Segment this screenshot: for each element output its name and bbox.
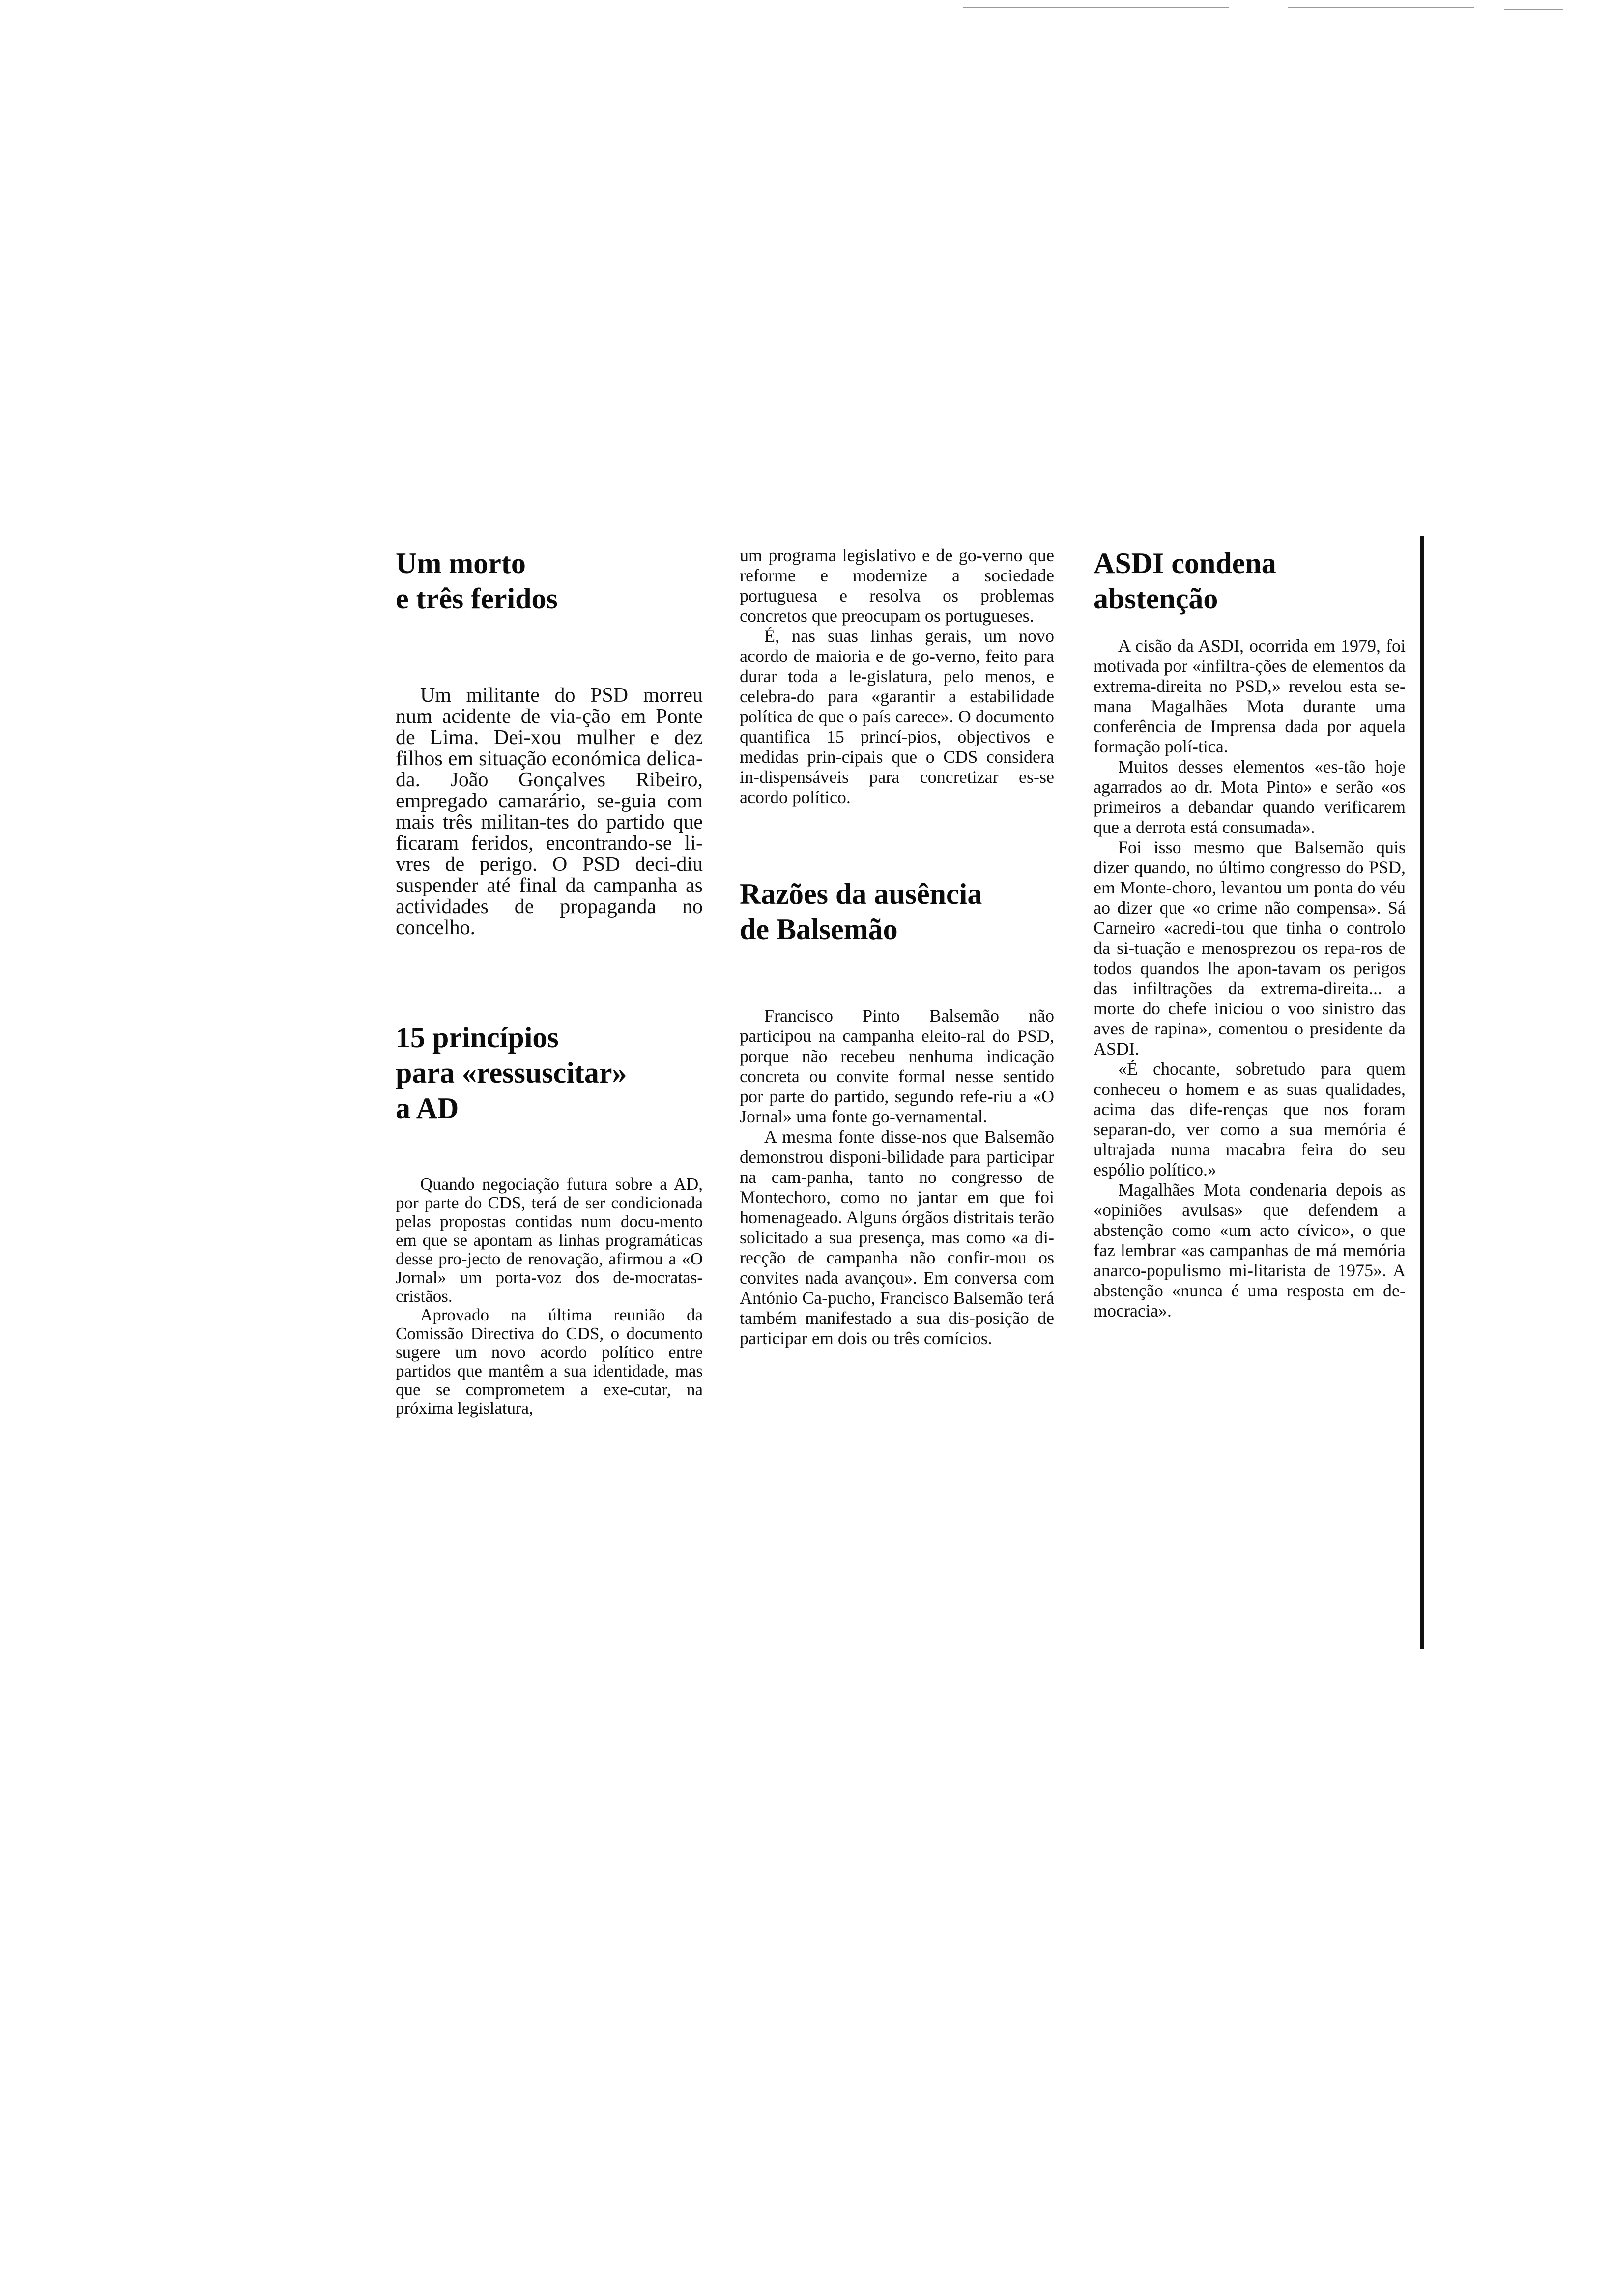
headline-razoes-ausencia: Razões da ausência de Balsemão xyxy=(740,878,982,946)
article-paragraph: «É chocante, sobretudo para quem conheceu o homem e as suas qualidades, acima das dife-renças que nos foram separan-do, ver como a sua memória é ultrajada numa macabra feira do seu espólio político.» xyxy=(1094,1059,1406,1179)
article-um-morto xyxy=(396,545,703,939)
article-paragraph: Um militante do PSD morreu num acidente de via-ção em Ponte de Lima. Dei-xou mulher e dez filhos em situação económica delica-da. João Gonçalves Ribeiro, empregado camarário, se-guia com mais três militan-tes do partido que ficaram feridos, encontrando-se li-vres de perigo. O PSD deci-diu suspender até final da campanha as actividades de propaganda no concelho. xyxy=(396,684,703,939)
article-paragraph: Francisco Pinto Balsemão não participou na campanha eleito-ral do PSD, porque não recebeu nenhuma indicação concreta ou convite formal nesse sentido por parte do partido, segundo refe-riu a «O Jornal» uma fonte go-vernamental. xyxy=(740,1006,1054,1126)
scan-artifact-line xyxy=(1288,7,1474,8)
column-rule xyxy=(1420,536,1424,1649)
article-razoes-ausencia xyxy=(740,876,1054,1349)
scan-artifact-line xyxy=(963,7,1229,8)
article-paragraph: Aprovado na última reunião da Comissão Directiva do CDS, o documento sugere um novo acordo político entre partidos que mantêm a sua identidade, mas que se comprometem a exe-cutar, na próxima legislatura, xyxy=(396,1305,703,1418)
article-paragraph: um programa legislativo e de go-verno que reforme e modernize a sociedade portuguesa e resolva os problemas concretos que preocupam os portugueses. xyxy=(740,545,1054,626)
scan-artifact-line xyxy=(1504,9,1563,10)
article-paragraph: Foi isso mesmo que Balsemão quis dizer quando, no último congresso do PSD, em Monte-choro, levantou um ponta do véu ao dizer que «o crime não compensa». Sá Carneiro «acredi-tou que tinha o controlo da si-tuação e menosprezou os repa-ros de todos quandos lhe apon-tavam os perigos das infiltrações da extrema-direita... a morte do chefe iniciou o voo sinistro das aves de rapina», comentou o presidente da ASDI. xyxy=(1094,837,1406,1059)
headline-um-morto: Um morto e três feridos xyxy=(396,547,558,615)
article-paragraph: A cisão da ASDI, ocorrida em 1979, foi motivada por «infiltra-ções de elementos da extrema-direita no PSD,» revelou esta se-mana Magalhães Mota durante uma conferência de Imprensa dada por aquela formação polí-tica. xyxy=(1094,636,1406,756)
article-paragraph: A mesma fonte disse-nos que Balsemão demonstrou disponi-bilidade para participar na cam-panha, tanto no congresso de Montechoro, como no jantar em que foi homenageado. Alguns órgãos distritais terão solicitado a sua presença, mas como «a di-recção de campanha não confir-mou os convites nada avançou». Em conversa com António Ca-pucho, Francisco Balsemão terá também manifestado a sua dis-posição de participar em dois ou três comícios. xyxy=(740,1127,1054,1348)
article-body xyxy=(396,1175,703,1418)
article-body xyxy=(396,685,703,939)
article-body xyxy=(740,1006,1054,1349)
article-asdi-condena xyxy=(1094,545,1406,1321)
article-paragraph: É, nas suas linhas gerais, um novo acordo de maioria e de go-verno, feito para durar toda a le-gislatura, pelo menos, e celebra-do para «garantir a estabilidade política de que o país carece». O documento quantifica 15 princí-pios, objectivos e medidas prin-cipais que o CDS considera in-dispensáveis para concretizar es-se acordo político. xyxy=(740,626,1054,807)
column-middle xyxy=(740,545,1054,1349)
article-body xyxy=(740,545,1054,807)
article-15-principios-continuation xyxy=(740,545,1054,807)
headline-asdi-condena: ASDI condena abstenção xyxy=(1094,547,1276,615)
article-body xyxy=(1094,636,1406,1321)
article-paragraph: Magalhães Mota condenaria depois as «opiniões avulsas» que defendem a abstenção como «um acto cívico», o que faz lembrar «as campanhas de má memória anarco-populismo mi-litarista de 1975». A abstenção «nunca é uma resposta em de-mocracia». xyxy=(1094,1180,1406,1320)
article-paragraph: Muitos desses elementos «es-tão hoje agarrados ao dr. Mota Pinto» e serão «os primeiros a debandar quando verificarem que a derrota está consumada». xyxy=(1094,757,1406,837)
column-left xyxy=(396,545,703,1418)
article-paragraph: Quando negociação futura sobre a AD, por parte do CDS, terá de ser condicionada pelas propostas contidas num docu-mento em que se apontam as linhas programáticas desse pro-jecto de renovação, afirmou a «O Jornal» um porta-voz dos de-mocratas-cristãos. xyxy=(396,1175,703,1306)
column-right xyxy=(1094,545,1406,1321)
article-15-principios xyxy=(396,1020,703,1418)
headline-15-principios: 15 princípios para «ressuscitar» a AD xyxy=(396,1021,627,1124)
